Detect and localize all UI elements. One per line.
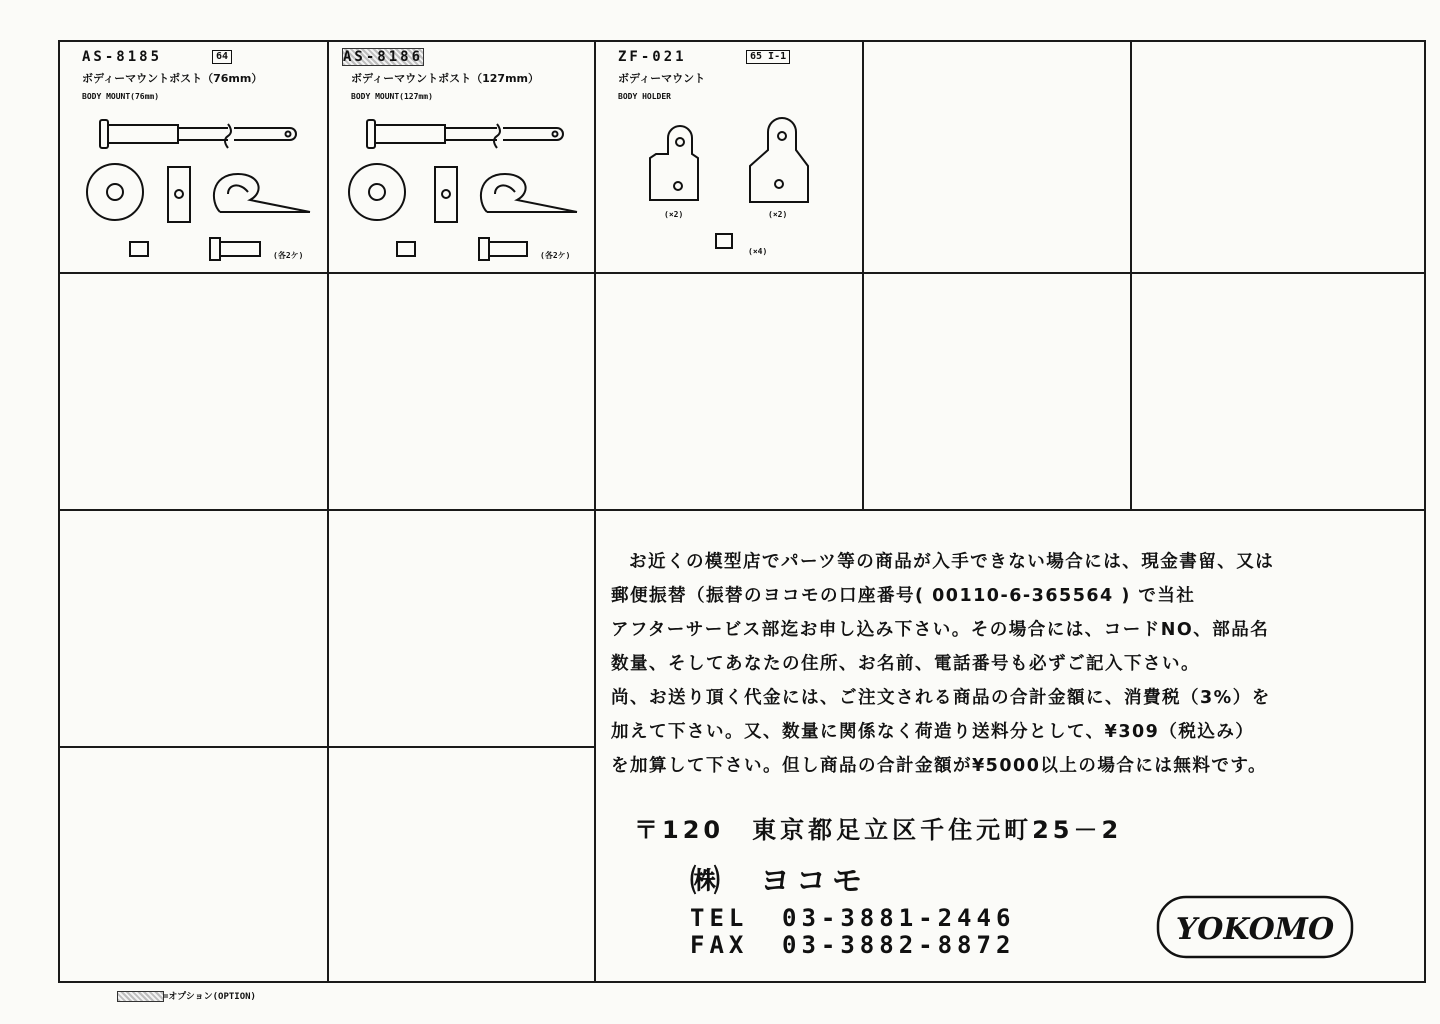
page-ref: 65 I-1 — [746, 50, 790, 64]
notice-line: アフターサービス部迄お申し込み下さい。その場合には、コードNO、部品名 — [611, 620, 1270, 640]
contact-block — [690, 905, 1015, 959]
body-mount-post-drawing — [329, 42, 594, 272]
quantity-note: (各2ケ) — [273, 251, 304, 260]
part-name-jp: ボディーマウントポスト（127mm） — [351, 72, 540, 85]
quantity-note: (×2) — [664, 210, 684, 219]
part-name-en: BODY MOUNT(76mm) — [82, 92, 160, 101]
notice-line: 郵便振替（振替のヨコモの口座番号( 00110-6-365564 ) で当社 — [611, 586, 1196, 606]
page-ref: 64 — [212, 50, 232, 64]
part-cell-zf-021 — [596, 42, 862, 272]
body-holder-drawing — [596, 42, 862, 272]
company-address: 〒120 東京都足立区千住元町25－2 — [634, 816, 1123, 844]
quantity-note: (×2) — [768, 210, 788, 219]
option-legend-text: =オプション(OPTION) — [163, 992, 256, 1002]
notice-line: お近くの模型店でパーツ等の商品が入手できない場合には、現金書留、又は — [629, 552, 1275, 572]
company-name — [690, 856, 868, 900]
part-cell-as-8186 — [329, 42, 594, 272]
option-swatch — [118, 992, 163, 1001]
grid-line — [58, 746, 595, 748]
part-name-en: BODY HOLDER — [618, 92, 671, 101]
grid-line — [58, 272, 1426, 274]
part-code: AS-8185 — [82, 49, 163, 65]
logo-text: YOKOMO — [1175, 912, 1335, 947]
ordering-notice — [611, 545, 1391, 783]
corporation-mark: ㈱ — [690, 864, 726, 899]
fax-label: FAX — [690, 931, 749, 959]
body-mount-post-drawing — [60, 42, 327, 272]
notice-line: 加えて下さい。又、数量に関係なく荷造り送料分として、¥309（税込み） — [611, 722, 1255, 742]
quantity-note: (×4) — [748, 247, 768, 256]
grid-line — [862, 40, 864, 510]
yokomo-logo — [1155, 893, 1355, 963]
part-code: ZF-021 — [618, 49, 687, 65]
part-code-option: AS-8186 — [343, 49, 424, 65]
notice-line: を加算して下さい。但し商品の合計金額が¥5000以上の場合には無料です。 — [611, 756, 1267, 776]
option-legend — [118, 989, 256, 1002]
part-cell-as-8185 — [60, 42, 327, 272]
fax-number: 03-3882-8872 — [782, 931, 1016, 959]
tel-label: TEL — [690, 904, 749, 932]
notice-line: 尚、お送り頂く代金には、ご注文される商品の合計金額に、消費税（3%）を — [611, 688, 1271, 708]
grid-line — [1130, 40, 1132, 510]
part-name-en: BODY MOUNT(127mm) — [351, 92, 433, 101]
grid-line — [58, 509, 1426, 511]
part-name-jp: ボディーマウントポスト（76mm） — [82, 72, 263, 85]
part-name-jp: ボディーマウント — [618, 72, 706, 85]
quantity-note: (各2ケ) — [540, 251, 571, 260]
company-name-text: ヨコモ — [760, 864, 868, 899]
notice-line: 数量、そしてあなたの住所、お名前、電話番号も必ずご記入下さい。 — [611, 654, 1200, 674]
tel-number: 03-3881-2446 — [782, 904, 1016, 932]
